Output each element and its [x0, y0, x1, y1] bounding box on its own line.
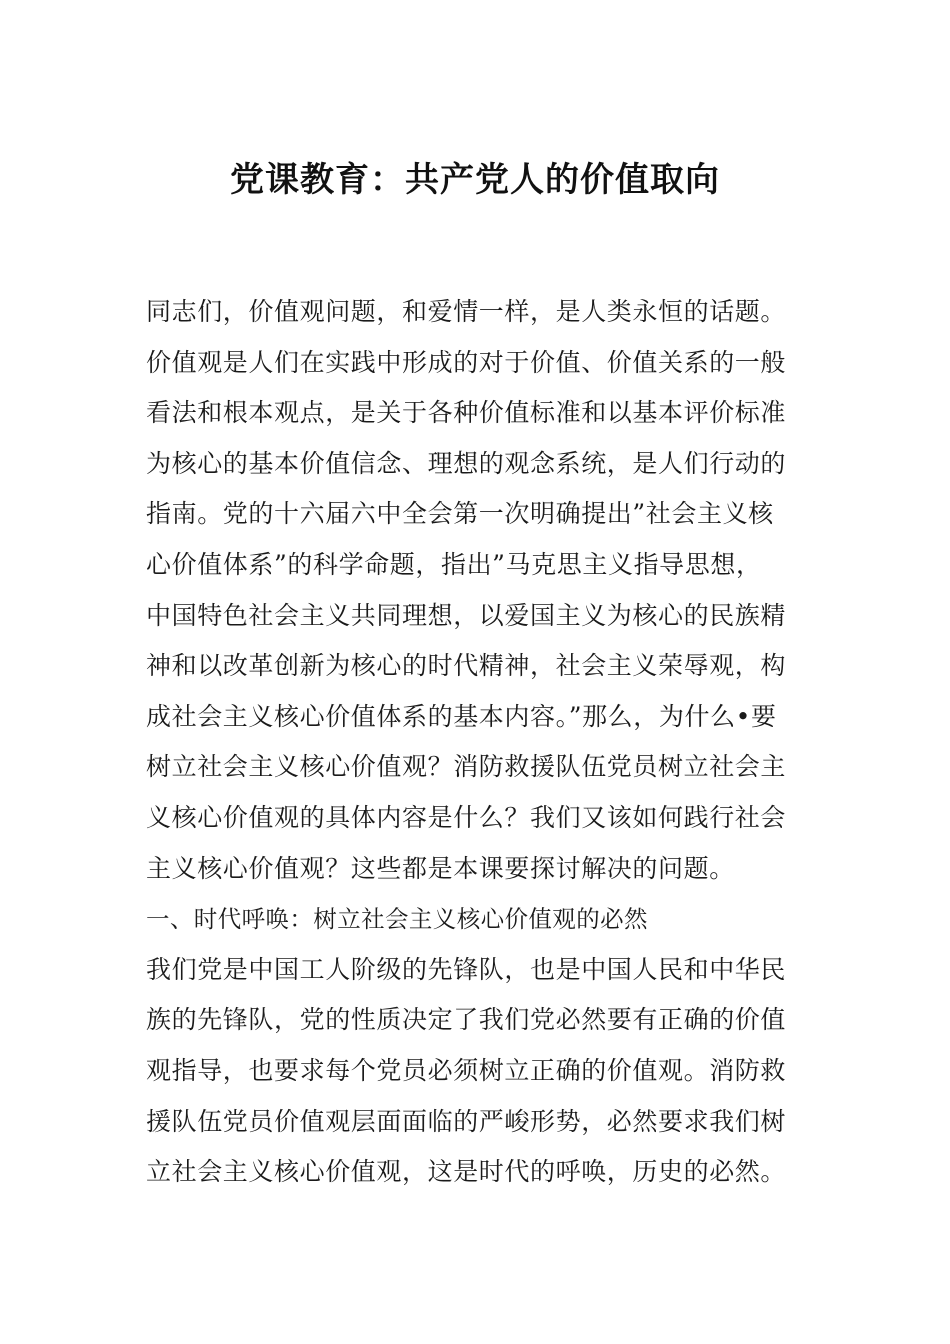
body-line: 看法和根本观点，是关于各种价值标准和以基本评价标准: [146, 398, 787, 428]
body-line: 神和以改革创新为核心的时代精神，社会主义荣辱观，构: [146, 651, 787, 681]
body-line: 成社会主义核心价值体系的基本内容。”那么，为什么•要: [146, 701, 777, 731]
body-line: 立社会主义核心价值观，这是时代的呼唤，历史的必然。: [146, 1157, 787, 1187]
body-line: 为核心的基本价值信念、理想的观念系统，是人们行动的: [146, 448, 787, 478]
body-line: 我们党是中国工人阶级的先锋队，也是中国人民和中华民: [146, 954, 787, 984]
body-line: 树立社会主义核心价值观？消防救援队伍党员树立社会主: [146, 752, 787, 782]
document-body: [146, 287, 806, 1198]
body-line: 观指导，也要求每个党员必须树立正确的价值观。消防救: [146, 1055, 787, 1085]
body-line: 援队伍党员价值观层面面临的严峻形势，必然要求我们树: [146, 1106, 787, 1136]
body-line: 族的先锋队，党的性质决定了我们党必然要有正确的价值: [146, 1005, 787, 1035]
body-line: 指南。党的十六届六中全会第一次明确提出”社会主义核: [146, 499, 774, 529]
body-line: 心价值体系”的科学命题，指出”马克思主义指导思想，: [146, 549, 762, 579]
body-line: 中国特色社会主义共同理想，以爱国主义为核心的民族精: [146, 600, 787, 630]
body-line: 义核心价值观的具体内容是什么？我们又该如何践行社会: [146, 802, 787, 832]
document-title: 党课教育：共产党人的价值取向: [230, 160, 720, 200]
body-line: 价值观是人们在实践中形成的对于价值、价值关系的一般: [146, 347, 787, 377]
body-line: 同志们，价值观问题，和爱情一样，是人类永恒的话题。: [146, 297, 787, 326]
section-heading: 一、时代呼唤：树立社会主义核心价值观的必然: [146, 905, 648, 934]
body-line: 主义核心价值观？这些都是本课要探讨解决的问题。: [146, 853, 735, 883]
